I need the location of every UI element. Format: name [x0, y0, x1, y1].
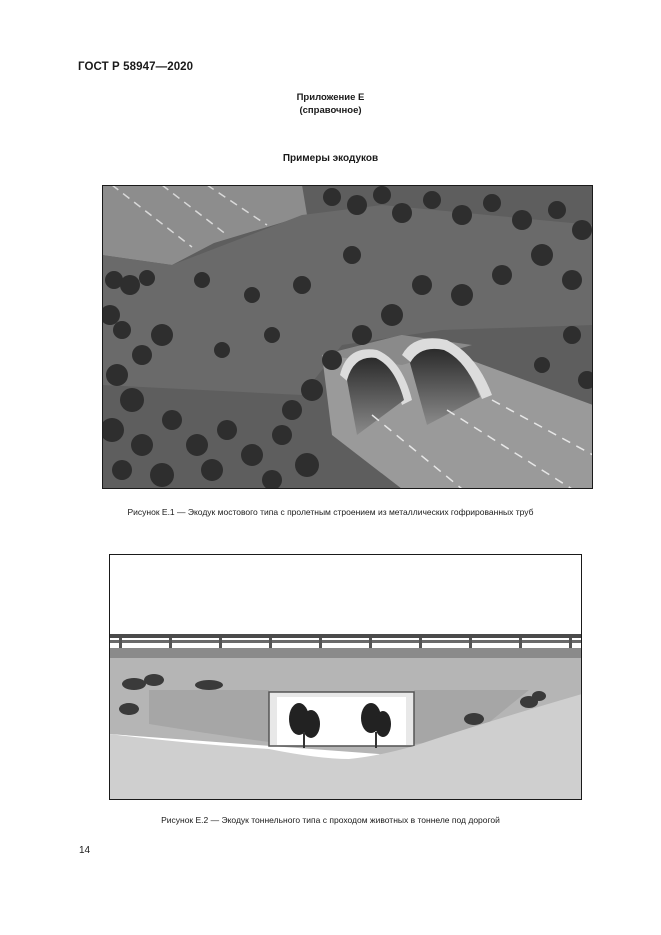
appendix-subtitle: (справочное): [299, 105, 362, 116]
appendix-title: Приложение Е: [296, 92, 365, 103]
figure-1-caption: Рисунок Е.1 — Экодук мостового типа с пролетным строением из металлических гофрированных труб: [127, 507, 534, 517]
figure-2-image: [109, 554, 582, 800]
figure-2-caption: Рисунок Е.2 — Экодук тоннельного типа с проходом животных в тоннеле под дорогой: [161, 815, 500, 825]
figure-1-image: [102, 185, 593, 489]
document-id: ГОСТ Р 58947—2020: [78, 61, 194, 73]
page-number: 14: [79, 845, 91, 856]
section-title: Примеры экодуков: [282, 153, 379, 164]
